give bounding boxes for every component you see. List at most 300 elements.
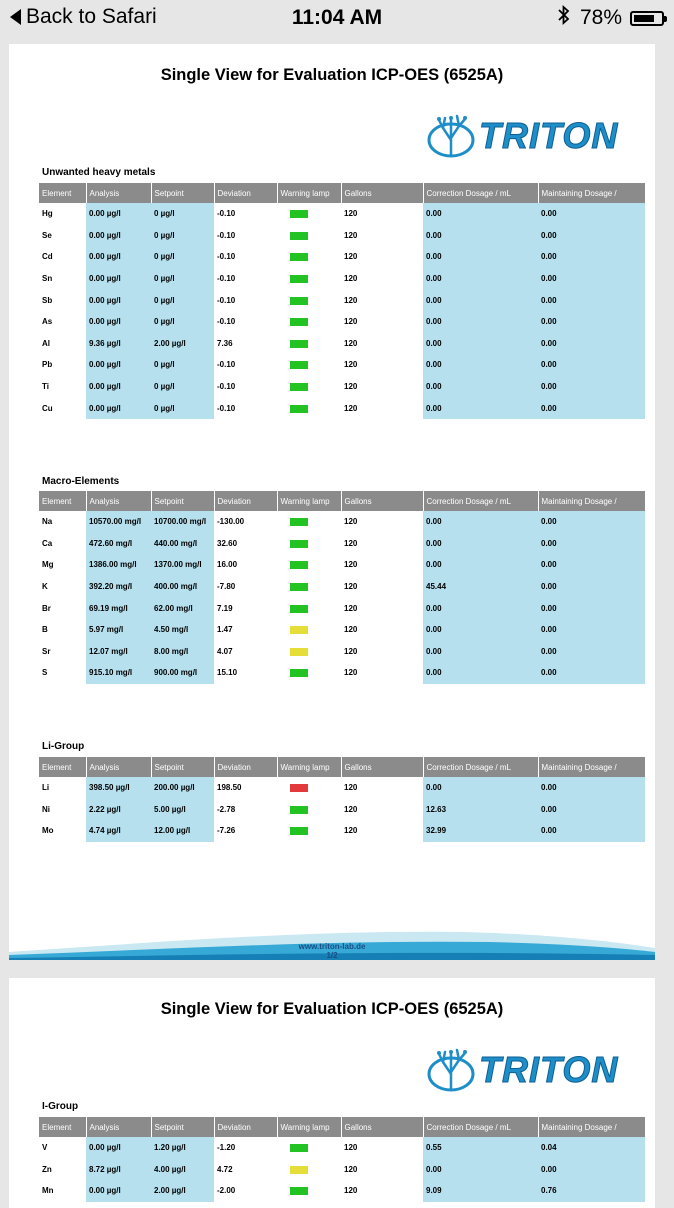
column-header: Element xyxy=(39,491,86,511)
column-header: Warning lamp xyxy=(277,491,341,511)
analysis-cell: 392.20 mg/l xyxy=(86,576,151,598)
warning-lamp-green xyxy=(290,340,308,348)
deviation-cell: -7.80 xyxy=(217,582,236,592)
column-header: Warning lamp xyxy=(277,183,341,203)
correction-cell: 0.00 xyxy=(423,641,538,663)
deviation-cell: 4.72 xyxy=(217,1164,233,1174)
setpoint-cell: 62.00 mg/l xyxy=(151,597,214,619)
el-cell: Mg xyxy=(42,560,54,570)
footer-url: www.triton-lab.de xyxy=(298,942,366,951)
correction-cell: 0.00 xyxy=(423,246,538,268)
correction-cell: 0.00 xyxy=(423,333,538,355)
column-header: Element xyxy=(39,1117,86,1137)
maintaining-cell: 0.00 xyxy=(538,354,645,376)
warning-lamp-yellow xyxy=(290,1166,308,1174)
maintaining-cell: 0.00 xyxy=(538,619,645,641)
table-row xyxy=(39,511,645,533)
triton-logo-2 xyxy=(427,1044,619,1098)
warning-lamp-cell xyxy=(277,1159,341,1181)
column-header: Warning lamp xyxy=(277,1117,341,1137)
table-row xyxy=(39,554,645,576)
deviation-cell: -0.10 xyxy=(217,230,236,240)
table-row xyxy=(39,311,645,333)
maintaining-cell: 0.00 xyxy=(538,662,645,684)
logo-text-2: TRITON xyxy=(479,1049,619,1090)
analysis-cell: 472.60 mg/l xyxy=(86,533,151,555)
table-row xyxy=(39,799,645,821)
back-label: Back to Safari xyxy=(26,5,157,28)
setpoint-cell: 0 µg/l xyxy=(151,376,214,398)
gallons-cell: 120 xyxy=(344,338,358,348)
setpoint-cell: 4.00 µg/l xyxy=(151,1159,214,1181)
analysis-cell: 12.07 mg/l xyxy=(86,641,151,663)
maintaining-cell: 0.00 xyxy=(538,333,645,355)
setpoint-cell: 0 µg/l xyxy=(151,311,214,333)
bluetooth-icon xyxy=(558,5,570,31)
table-row xyxy=(39,597,645,619)
gallons-cell: 120 xyxy=(344,804,358,814)
column-header: Deviation xyxy=(214,491,277,511)
setpoint-cell: 400.00 mg/l xyxy=(151,576,214,598)
report-page-1 xyxy=(9,44,655,960)
el-cell: Cd xyxy=(42,252,53,262)
el-cell: Sb xyxy=(42,295,53,305)
table-header-row xyxy=(39,1117,645,1137)
correction-cell: 0.00 xyxy=(423,619,538,641)
setpoint-cell: 0 µg/l xyxy=(151,289,214,311)
analysis-cell: 8.72 µg/l xyxy=(86,1159,151,1181)
gallons-cell: 120 xyxy=(344,274,358,284)
setpoint-cell: 8.00 mg/l xyxy=(151,641,214,663)
gallons-cell: 120 xyxy=(344,317,358,327)
el-cell: Se xyxy=(42,230,52,240)
setpoint-cell: 0 µg/l xyxy=(151,203,214,225)
warning-lamp-cell xyxy=(277,289,341,311)
column-header: Maintaining Dosage / xyxy=(538,183,645,203)
deviation-cell: -2.78 xyxy=(217,804,236,814)
maintaining-cell: 0.00 xyxy=(538,268,645,290)
deviation-cell: -0.10 xyxy=(217,382,236,392)
table-row xyxy=(39,246,645,268)
maintaining-cell: 0.00 xyxy=(538,246,645,268)
el-cell: Na xyxy=(42,517,53,527)
column-header: Setpoint xyxy=(151,1117,214,1137)
table-row xyxy=(39,225,645,247)
table-macro-elements xyxy=(39,491,645,684)
correction-cell: 0.00 xyxy=(423,777,538,799)
gallons-cell: 120 xyxy=(344,625,358,635)
column-header: Deviation xyxy=(214,1117,277,1137)
correction-cell: 0.00 xyxy=(423,354,538,376)
gallons-cell: 120 xyxy=(344,582,358,592)
correction-cell: 0.00 xyxy=(423,511,538,533)
el-cell: Ti xyxy=(42,382,49,392)
deviation-cell: -0.10 xyxy=(217,360,236,370)
maintaining-cell: 0.00 xyxy=(538,225,645,247)
column-header: Setpoint xyxy=(151,491,214,511)
warning-lamp-green xyxy=(290,253,308,261)
el-cell: Ni xyxy=(42,804,50,814)
deviation-cell: 1.47 xyxy=(217,625,233,635)
el-cell: Sn xyxy=(42,274,53,284)
column-header: Analysis xyxy=(86,757,151,777)
warning-lamp-cell xyxy=(277,576,341,598)
correction-cell: 45.44 xyxy=(423,576,538,598)
warning-lamp-green xyxy=(290,318,308,326)
column-header: Gallons xyxy=(341,183,423,203)
warning-lamp-green xyxy=(290,1187,308,1195)
setpoint-cell: 0 µg/l xyxy=(151,397,214,419)
maintaining-cell: 0.00 xyxy=(538,533,645,555)
gallons-cell: 120 xyxy=(344,538,358,548)
gallons-cell: 120 xyxy=(344,826,358,836)
deviation-cell: -0.10 xyxy=(217,317,236,327)
warning-lamp-green xyxy=(290,669,308,677)
warning-lamp-yellow xyxy=(290,626,308,634)
section-title-heavy-metals: Unwanted heavy metals xyxy=(42,167,156,178)
el-cell: Pb xyxy=(42,360,53,370)
el-cell: Mo xyxy=(42,826,54,836)
setpoint-cell: 10700.00 mg/l xyxy=(151,511,214,533)
warning-lamp-red xyxy=(290,784,308,792)
setpoint-cell: 440.00 mg/l xyxy=(151,533,214,555)
column-header: Setpoint xyxy=(151,183,214,203)
correction-cell: 0.00 xyxy=(423,376,538,398)
correction-cell: 12.63 xyxy=(423,799,538,821)
warning-lamp-green xyxy=(290,405,308,413)
logo-text: TRITON xyxy=(479,115,619,156)
warning-lamp-cell xyxy=(277,554,341,576)
warning-lamp-green xyxy=(290,383,308,391)
el-cell: S xyxy=(42,668,48,678)
el-cell: Zn xyxy=(42,1164,52,1174)
setpoint-cell: 200.00 µg/l xyxy=(151,777,214,799)
maintaining-cell: 0.00 xyxy=(538,799,645,821)
correction-cell: 0.00 xyxy=(423,225,538,247)
table-header-row xyxy=(39,757,645,777)
gallons-cell: 120 xyxy=(344,252,358,262)
analysis-cell: 0.00 µg/l xyxy=(86,203,151,225)
page-footer xyxy=(9,942,655,960)
el-cell: Br xyxy=(42,603,51,613)
coral-icon xyxy=(427,1044,477,1098)
warning-lamp-cell xyxy=(277,662,341,684)
column-header: Correction Dosage / mL xyxy=(423,491,538,511)
gallons-cell: 120 xyxy=(344,230,358,240)
maintaining-cell: 0.00 xyxy=(538,641,645,663)
analysis-cell: 0.00 µg/l xyxy=(86,246,151,268)
table-row xyxy=(39,619,645,641)
setpoint-cell: 5.00 µg/l xyxy=(151,799,214,821)
column-header: Setpoint xyxy=(151,757,214,777)
column-header: Analysis xyxy=(86,183,151,203)
deviation-cell: -0.10 xyxy=(217,252,236,262)
correction-cell: 0.55 xyxy=(423,1137,538,1159)
status-bar xyxy=(0,0,674,38)
correction-cell: 0.00 xyxy=(423,268,538,290)
setpoint-cell: 12.00 µg/l xyxy=(151,820,214,842)
table-li-group xyxy=(39,757,645,842)
gallons-cell: 120 xyxy=(344,646,358,656)
table-header-row xyxy=(39,491,645,511)
warning-lamp-green xyxy=(290,210,308,218)
maintaining-cell: 0.76 xyxy=(538,1180,645,1202)
table-row xyxy=(39,397,645,419)
warning-lamp-cell xyxy=(277,203,341,225)
analysis-cell: 0.00 µg/l xyxy=(86,1180,151,1202)
deviation-cell: 7.36 xyxy=(217,338,233,348)
table-row xyxy=(39,354,645,376)
correction-cell: 0.00 xyxy=(423,397,538,419)
table-row xyxy=(39,289,645,311)
column-header: Gallons xyxy=(341,1117,423,1137)
setpoint-cell: 2.00 µg/l xyxy=(151,333,214,355)
column-header: Analysis xyxy=(86,1117,151,1137)
deviation-cell: 16.00 xyxy=(217,560,238,570)
analysis-cell: 9.36 µg/l xyxy=(86,333,151,355)
table-row xyxy=(39,1137,645,1159)
deviation-cell: 4.07 xyxy=(217,646,233,656)
deviation-cell: 15.10 xyxy=(217,668,238,678)
gallons-cell: 120 xyxy=(344,382,358,392)
analysis-cell: 0.00 µg/l xyxy=(86,376,151,398)
analysis-cell: 2.22 µg/l xyxy=(86,799,151,821)
analysis-cell: 0.00 µg/l xyxy=(86,354,151,376)
warning-lamp-cell xyxy=(277,533,341,555)
warning-lamp-green xyxy=(290,232,308,240)
table-row xyxy=(39,333,645,355)
column-header: Gallons xyxy=(341,491,423,511)
column-header: Maintaining Dosage / xyxy=(538,757,645,777)
analysis-cell: 0.00 µg/l xyxy=(86,225,151,247)
maintaining-cell: 0.00 xyxy=(538,1159,645,1181)
warning-lamp-cell xyxy=(277,820,341,842)
column-header: Correction Dosage / mL xyxy=(423,1117,538,1137)
correction-cell: 0.00 xyxy=(423,203,538,225)
table-row xyxy=(39,820,645,842)
warning-lamp-cell xyxy=(277,777,341,799)
table-row xyxy=(39,777,645,799)
correction-cell: 9.09 xyxy=(423,1180,538,1202)
setpoint-cell: 4.50 mg/l xyxy=(151,619,214,641)
table-row xyxy=(39,1159,645,1181)
table-row xyxy=(39,533,645,555)
maintaining-cell: 0.00 xyxy=(538,376,645,398)
deviation-cell: -0.10 xyxy=(217,403,236,413)
warning-lamp-green xyxy=(290,518,308,526)
warning-lamp-cell xyxy=(277,1137,341,1159)
maintaining-cell: 0.00 xyxy=(538,597,645,619)
column-header: Element xyxy=(39,757,86,777)
el-cell: Hg xyxy=(42,209,53,219)
deviation-cell: -0.10 xyxy=(217,295,236,305)
coral-icon xyxy=(427,110,477,164)
battery-icon xyxy=(630,11,664,26)
setpoint-cell: 0 µg/l xyxy=(151,268,214,290)
setpoint-cell: 1370.00 mg/l xyxy=(151,554,214,576)
warning-lamp-cell xyxy=(277,799,341,821)
analysis-cell: 0.00 µg/l xyxy=(86,289,151,311)
warning-lamp-cell xyxy=(277,246,341,268)
gallons-cell: 120 xyxy=(344,360,358,370)
warning-lamp-cell xyxy=(277,641,341,663)
warning-lamp-yellow xyxy=(290,648,308,656)
maintaining-cell: 0.00 xyxy=(538,511,645,533)
setpoint-cell: 0 µg/l xyxy=(151,246,214,268)
el-cell: Sr xyxy=(42,646,51,656)
gallons-cell: 120 xyxy=(344,668,358,678)
deviation-cell: -1.20 xyxy=(217,1143,236,1153)
analysis-cell: 915.10 mg/l xyxy=(86,662,151,684)
deviation-cell: -2.00 xyxy=(217,1186,236,1196)
el-cell: V xyxy=(42,1143,48,1153)
analysis-cell: 0.00 µg/l xyxy=(86,268,151,290)
column-header: Maintaining Dosage / xyxy=(538,491,645,511)
gallons-cell: 120 xyxy=(344,403,358,413)
column-header: Maintaining Dosage / xyxy=(538,1117,645,1137)
analysis-cell: 0.00 µg/l xyxy=(86,311,151,333)
warning-lamp-cell xyxy=(277,333,341,355)
deviation-cell: 198.50 xyxy=(217,783,242,793)
correction-cell: 32.99 xyxy=(423,820,538,842)
warning-lamp-cell xyxy=(277,268,341,290)
maintaining-cell: 0.00 xyxy=(538,397,645,419)
warning-lamp-cell xyxy=(277,225,341,247)
page-title: Single View for Evaluation ICP-OES (6525A) xyxy=(160,66,504,84)
maintaining-cell: 0.04 xyxy=(538,1137,645,1159)
el-cell: Li xyxy=(42,783,50,793)
correction-cell: 0.00 xyxy=(423,597,538,619)
warning-lamp-cell xyxy=(277,1180,341,1202)
column-header: Element xyxy=(39,183,86,203)
column-header: Analysis xyxy=(86,491,151,511)
correction-cell: 0.00 xyxy=(423,311,538,333)
column-header: Deviation xyxy=(214,183,277,203)
gallons-cell: 120 xyxy=(344,209,358,219)
setpoint-cell: 900.00 mg/l xyxy=(151,662,214,684)
table-row xyxy=(39,662,645,684)
battery-percent: 78% xyxy=(579,6,622,29)
table-header-row xyxy=(39,183,645,203)
gallons-cell: 120 xyxy=(344,1186,358,1196)
deviation-cell: -0.10 xyxy=(217,209,236,219)
table-heavy-metals xyxy=(39,183,645,419)
el-cell: Ca xyxy=(42,538,53,548)
warning-lamp-cell xyxy=(277,311,341,333)
el-cell: K xyxy=(42,582,48,592)
warning-lamp-green xyxy=(290,583,308,591)
status-icons xyxy=(558,5,664,31)
correction-cell: 0.00 xyxy=(423,1159,538,1181)
section-title-macro-elements: Macro-Elements xyxy=(42,476,120,487)
gallons-cell: 120 xyxy=(344,603,358,613)
correction-cell: 0.00 xyxy=(423,289,538,311)
table-row xyxy=(39,641,645,663)
setpoint-cell: 0 µg/l xyxy=(151,225,214,247)
warning-lamp-green xyxy=(290,275,308,283)
gallons-cell: 120 xyxy=(344,560,358,570)
analysis-cell: 0.00 µg/l xyxy=(86,1137,151,1159)
warning-lamp-cell xyxy=(277,376,341,398)
warning-lamp-green xyxy=(290,605,308,613)
page-title-2: Single View for Evaluation ICP-OES (6525A) xyxy=(160,1000,504,1018)
warning-lamp-green xyxy=(290,540,308,548)
warning-lamp-green xyxy=(290,1144,308,1152)
deviation-cell: -0.10 xyxy=(217,274,236,284)
triton-logo xyxy=(427,110,619,164)
warning-lamp-green xyxy=(290,806,308,814)
analysis-cell: 4.74 µg/l xyxy=(86,820,151,842)
warning-lamp-green xyxy=(290,361,308,369)
el-cell: B xyxy=(42,625,48,635)
correction-cell: 0.00 xyxy=(423,533,538,555)
el-cell: Cu xyxy=(42,403,53,413)
correction-cell: 0.00 xyxy=(423,662,538,684)
setpoint-cell: 1.20 µg/l xyxy=(151,1137,214,1159)
gallons-cell: 120 xyxy=(344,1164,358,1174)
warning-lamp-green xyxy=(290,297,308,305)
warning-lamp-cell xyxy=(277,597,341,619)
analysis-cell: 1386.00 mg/l xyxy=(86,554,151,576)
setpoint-cell: 0 µg/l xyxy=(151,354,214,376)
table-row xyxy=(39,203,645,225)
column-header: Correction Dosage / mL xyxy=(423,183,538,203)
clock: 11:04 AM xyxy=(291,6,383,29)
deviation-cell: -7.26 xyxy=(217,826,236,836)
gallons-cell: 120 xyxy=(344,1143,358,1153)
footer-page-number: 1/2 xyxy=(326,951,338,960)
maintaining-cell: 0.00 xyxy=(538,289,645,311)
analysis-cell: 10570.00 mg/l xyxy=(86,511,151,533)
maintaining-cell: 0.00 xyxy=(538,554,645,576)
maintaining-cell: 0.00 xyxy=(538,820,645,842)
deviation-cell: 32.60 xyxy=(217,538,238,548)
gallons-cell: 120 xyxy=(344,783,358,793)
gallons-cell: 120 xyxy=(344,517,358,527)
maintaining-cell: 0.00 xyxy=(538,777,645,799)
warning-lamp-cell xyxy=(277,397,341,419)
column-header: Correction Dosage / mL xyxy=(423,757,538,777)
column-header: Gallons xyxy=(341,757,423,777)
column-header: Warning lamp xyxy=(277,757,341,777)
el-cell: As xyxy=(42,317,53,327)
table-row xyxy=(39,1180,645,1202)
el-cell: Al xyxy=(42,338,50,348)
el-cell: Mn xyxy=(42,1186,54,1196)
deviation-cell: 7.19 xyxy=(217,603,233,613)
gallons-cell: 120 xyxy=(344,295,358,305)
analysis-cell: 5.97 mg/l xyxy=(86,619,151,641)
section-title-li-group: Li-Group xyxy=(42,741,85,752)
warning-lamp-cell xyxy=(277,354,341,376)
section-title-i-group: I-Group xyxy=(42,1101,79,1112)
maintaining-cell: 0.00 xyxy=(538,203,645,225)
warning-lamp-cell xyxy=(277,619,341,641)
warning-lamp-green xyxy=(290,827,308,835)
table-row xyxy=(39,376,645,398)
maintaining-cell: 0.00 xyxy=(538,576,645,598)
report-page-2 xyxy=(9,978,655,1208)
table-i-group xyxy=(39,1117,645,1202)
analysis-cell: 0.00 µg/l xyxy=(86,397,151,419)
setpoint-cell: 2.00 µg/l xyxy=(151,1180,214,1202)
maintaining-cell: 0.00 xyxy=(538,311,645,333)
correction-cell: 0.00 xyxy=(423,554,538,576)
analysis-cell: 69.19 mg/l xyxy=(86,597,151,619)
table-row xyxy=(39,576,645,598)
analysis-cell: 398.50 µg/l xyxy=(86,777,151,799)
column-header: Deviation xyxy=(214,757,277,777)
